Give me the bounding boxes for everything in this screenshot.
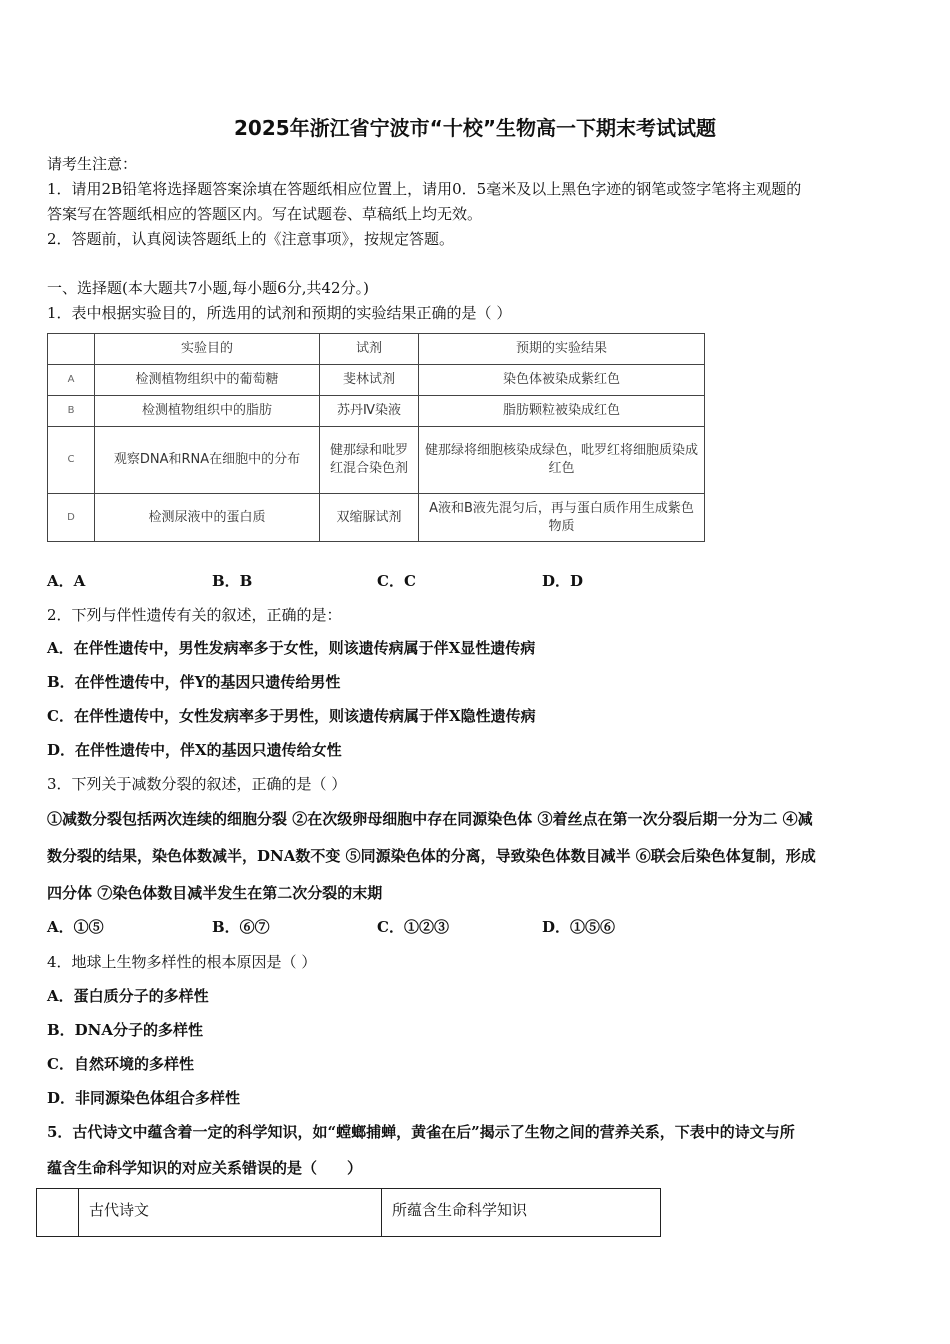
table-header-cell: 预期的实验结果 bbox=[419, 334, 705, 365]
notice-line: 1．请用2B铅笔将选择题答案涂填在答题纸相应位置上，请用0．5毫米及以上黑色字迹的钢笔或签字笔将主观题的 bbox=[47, 180, 802, 198]
table-row bbox=[48, 427, 705, 494]
question-3-option-d: D．①⑤⑥ bbox=[542, 918, 616, 936]
table-cell: 检测植物组织中的葡萄糖 bbox=[95, 365, 320, 396]
question-5-stem: 5．古代诗文中蕴含着一定的科学知识，如“螳螂捕蝉，黄雀在后”揭示了生物之间的营养关系，下表中的诗文与所 bbox=[47, 1123, 795, 1141]
table-cell: C bbox=[48, 427, 95, 494]
table-row bbox=[48, 396, 705, 427]
table-cell: 检测尿液中的蛋白质 bbox=[95, 494, 320, 542]
table-cell: B bbox=[48, 396, 95, 427]
question-1-option-c: C．C bbox=[377, 572, 416, 590]
table-header-cell: 所蕴含生命科学知识 bbox=[382, 1189, 661, 1237]
table-header-cell: 试剂 bbox=[320, 334, 419, 365]
question-3-stem: 3．下列关于减数分裂的叙述，正确的是（ ） bbox=[47, 775, 347, 793]
notice-line: 2．答题前，认真阅读答题纸上的《注意事项》，按规定答题。 bbox=[47, 230, 455, 248]
question-1-option-d: D．D bbox=[542, 572, 584, 590]
question-1-table bbox=[47, 333, 705, 542]
table-cell: 健那绿将细胞核染成绿色，吡罗红将细胞质染成红色 bbox=[419, 427, 705, 494]
table-cell: 检测植物组织中的脂肪 bbox=[95, 396, 320, 427]
question-4-option-c: C．自然环境的多样性 bbox=[47, 1055, 194, 1073]
question-2-option-b: B．在伴性遗传中，伴Y的基因只遗传给男性 bbox=[47, 673, 341, 691]
question-3-option-c: C．①②③ bbox=[377, 918, 449, 936]
question-4-option-b: B．DNA分子的多样性 bbox=[47, 1021, 204, 1039]
question-1-stem: 1．表中根据实验目的，所选用的试剂和预期的实验结果正确的是（ ） bbox=[47, 304, 512, 322]
question-2-option-a: A．在伴性遗传中，男性发病率多于女性，则该遗传病属于伴X显性遗传病 bbox=[47, 639, 536, 657]
table-header-cell bbox=[37, 1189, 79, 1237]
table-cell: 脂肪颗粒被染成红色 bbox=[419, 396, 705, 427]
table-header-row bbox=[37, 1189, 661, 1237]
question-1-option-a: A．A bbox=[47, 572, 86, 590]
table-header-cell: 实验目的 bbox=[95, 334, 320, 365]
question-2-option-d: D．在伴性遗传中，伴X的基因只遗传给女性 bbox=[47, 741, 342, 759]
table-cell: D bbox=[48, 494, 95, 542]
question-3-option-b: B．⑥⑦ bbox=[212, 918, 270, 936]
question-4-option-d: D．非同源染色体组合多样性 bbox=[47, 1089, 241, 1107]
question-2-stem: 2．下列与伴性遗传有关的叙述，正确的是： bbox=[47, 606, 342, 624]
question-2-option-c: C．在伴性遗传中，女性发病率多于男性，则该遗传病属于伴X隐性遗传病 bbox=[47, 707, 536, 725]
table-header-row bbox=[48, 334, 705, 365]
table-cell: A液和B液先混匀后，再与蛋白质作用生成紫色物质 bbox=[419, 494, 705, 542]
table-cell: 染色体被染成紫红色 bbox=[419, 365, 705, 396]
table-header-cell: 古代诗文 bbox=[79, 1189, 382, 1237]
notice-line: 答案写在答题纸相应的答题区内。写在试题卷、草稿纸上均无效。 bbox=[47, 205, 483, 223]
section-heading: 一、选择题(本大题共7小题,每小题6分,共42分。) bbox=[47, 279, 369, 297]
table-row bbox=[48, 494, 705, 542]
table-cell: A bbox=[48, 365, 95, 396]
question-3-option-a: A．①⑤ bbox=[47, 918, 104, 936]
question-5-table bbox=[36, 1188, 661, 1237]
notice-heading: 请考生注意： bbox=[47, 155, 138, 173]
table-cell: 健那绿和吡罗红混合染色剂 bbox=[320, 427, 419, 494]
table-cell: 双缩脲试剂 bbox=[320, 494, 419, 542]
question-3-body: 数分裂的结果，染色体数减半，DNA数不变 ⑤同源染色体的分离，导致染色体数目减半 ⑥联会后染色体复制，形成 bbox=[47, 847, 816, 865]
table-cell: 斐林试剂 bbox=[320, 365, 419, 396]
question-4-option-a: A．蛋白质分子的多样性 bbox=[47, 987, 209, 1005]
question-1-option-b: B．B bbox=[212, 572, 253, 590]
table-row bbox=[48, 365, 705, 396]
table-header-cell bbox=[48, 334, 95, 365]
question-3-body: ①减数分裂包括两次连续的细胞分裂 ②在次级卵母细胞中存在同源染色体 ③着丝点在第一次分裂后期一分为二 ④减 bbox=[47, 810, 813, 828]
question-4-stem: 4．地球上生物多样性的根本原因是（ ） bbox=[47, 953, 317, 971]
question-5-stem: 蕴含生命科学知识的对应关系错误的是（ ） bbox=[47, 1159, 363, 1177]
page-title: 2025年浙江省宁波市“十校”生物高一下期末考试试题 bbox=[234, 116, 716, 140]
table-cell: 观察DNA和RNA在细胞中的分布 bbox=[95, 427, 320, 494]
table-cell: 苏丹Ⅳ染液 bbox=[320, 396, 419, 427]
question-3-body: 四分体 ⑦染色体数目减半发生在第二次分裂的末期 bbox=[47, 884, 383, 902]
